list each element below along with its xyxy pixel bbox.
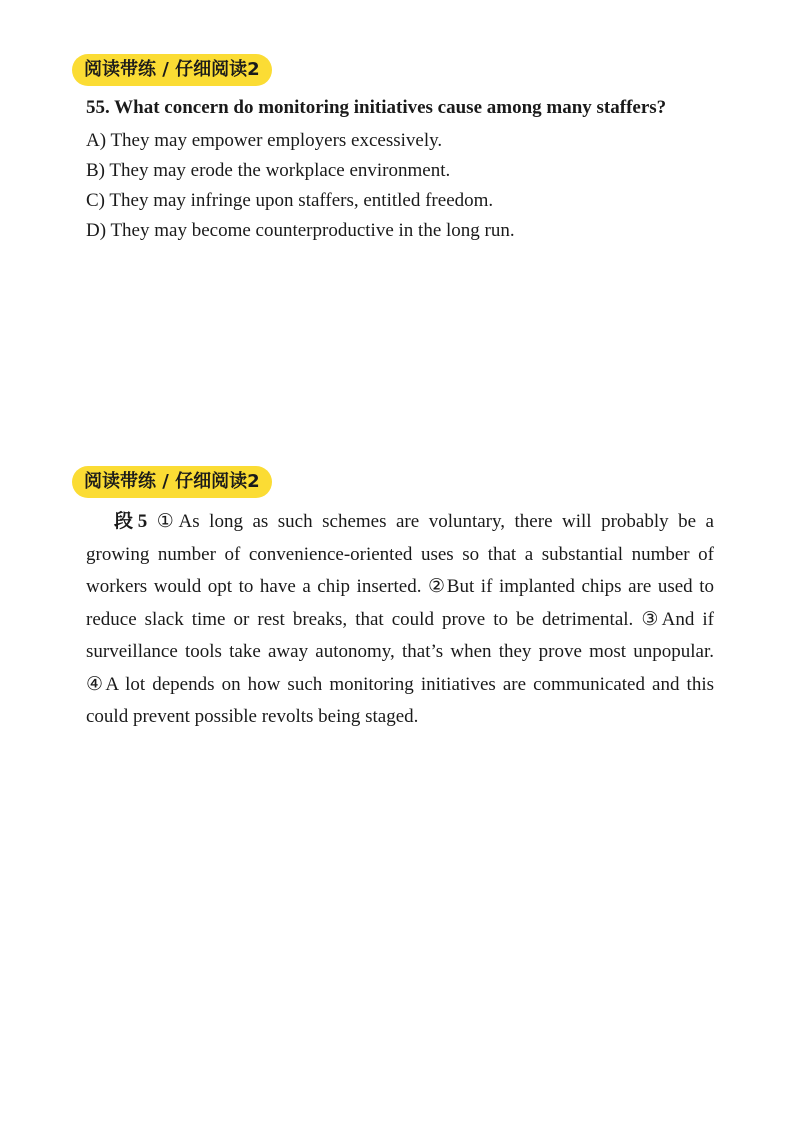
passage-paragraph bbox=[86, 506, 714, 734]
section-tag: 阅读带练 / 仔细阅读2 bbox=[72, 54, 272, 86]
answer-option-b: B) They may erode the workplace environment. bbox=[86, 160, 451, 181]
paragraph-label: 段5 bbox=[114, 511, 148, 532]
question-block bbox=[86, 96, 726, 246]
paragraph-text: ①As long as such schemes are voluntary, there will probably be a growing number of convenience-oriented uses so that a substantial number of workers would opt to have a chip inserted. ②But if implanted chips are used to reduce slack time or rest breaks, that could prove to be detrimental. ③And if surveillance tools take away autonomy, that’s when they prove most unpopular. ④A lot depends on how such monitoring initiatives are communicated and this could prevent possible revolts being staged. bbox=[86, 511, 714, 727]
section-tag: 阅读带练 / 仔细阅读2 bbox=[72, 466, 272, 498]
answer-option-c: C) They may infringe upon staffers, entitled freedom. bbox=[86, 190, 494, 211]
question-title: 55. What concern do monitoring initiatives cause among many staffers? bbox=[86, 97, 667, 118]
answer-option-a: A) They may empower employers excessively. bbox=[86, 130, 443, 151]
answer-option-d: D) They may become counterproductive in the long run. bbox=[86, 220, 515, 241]
